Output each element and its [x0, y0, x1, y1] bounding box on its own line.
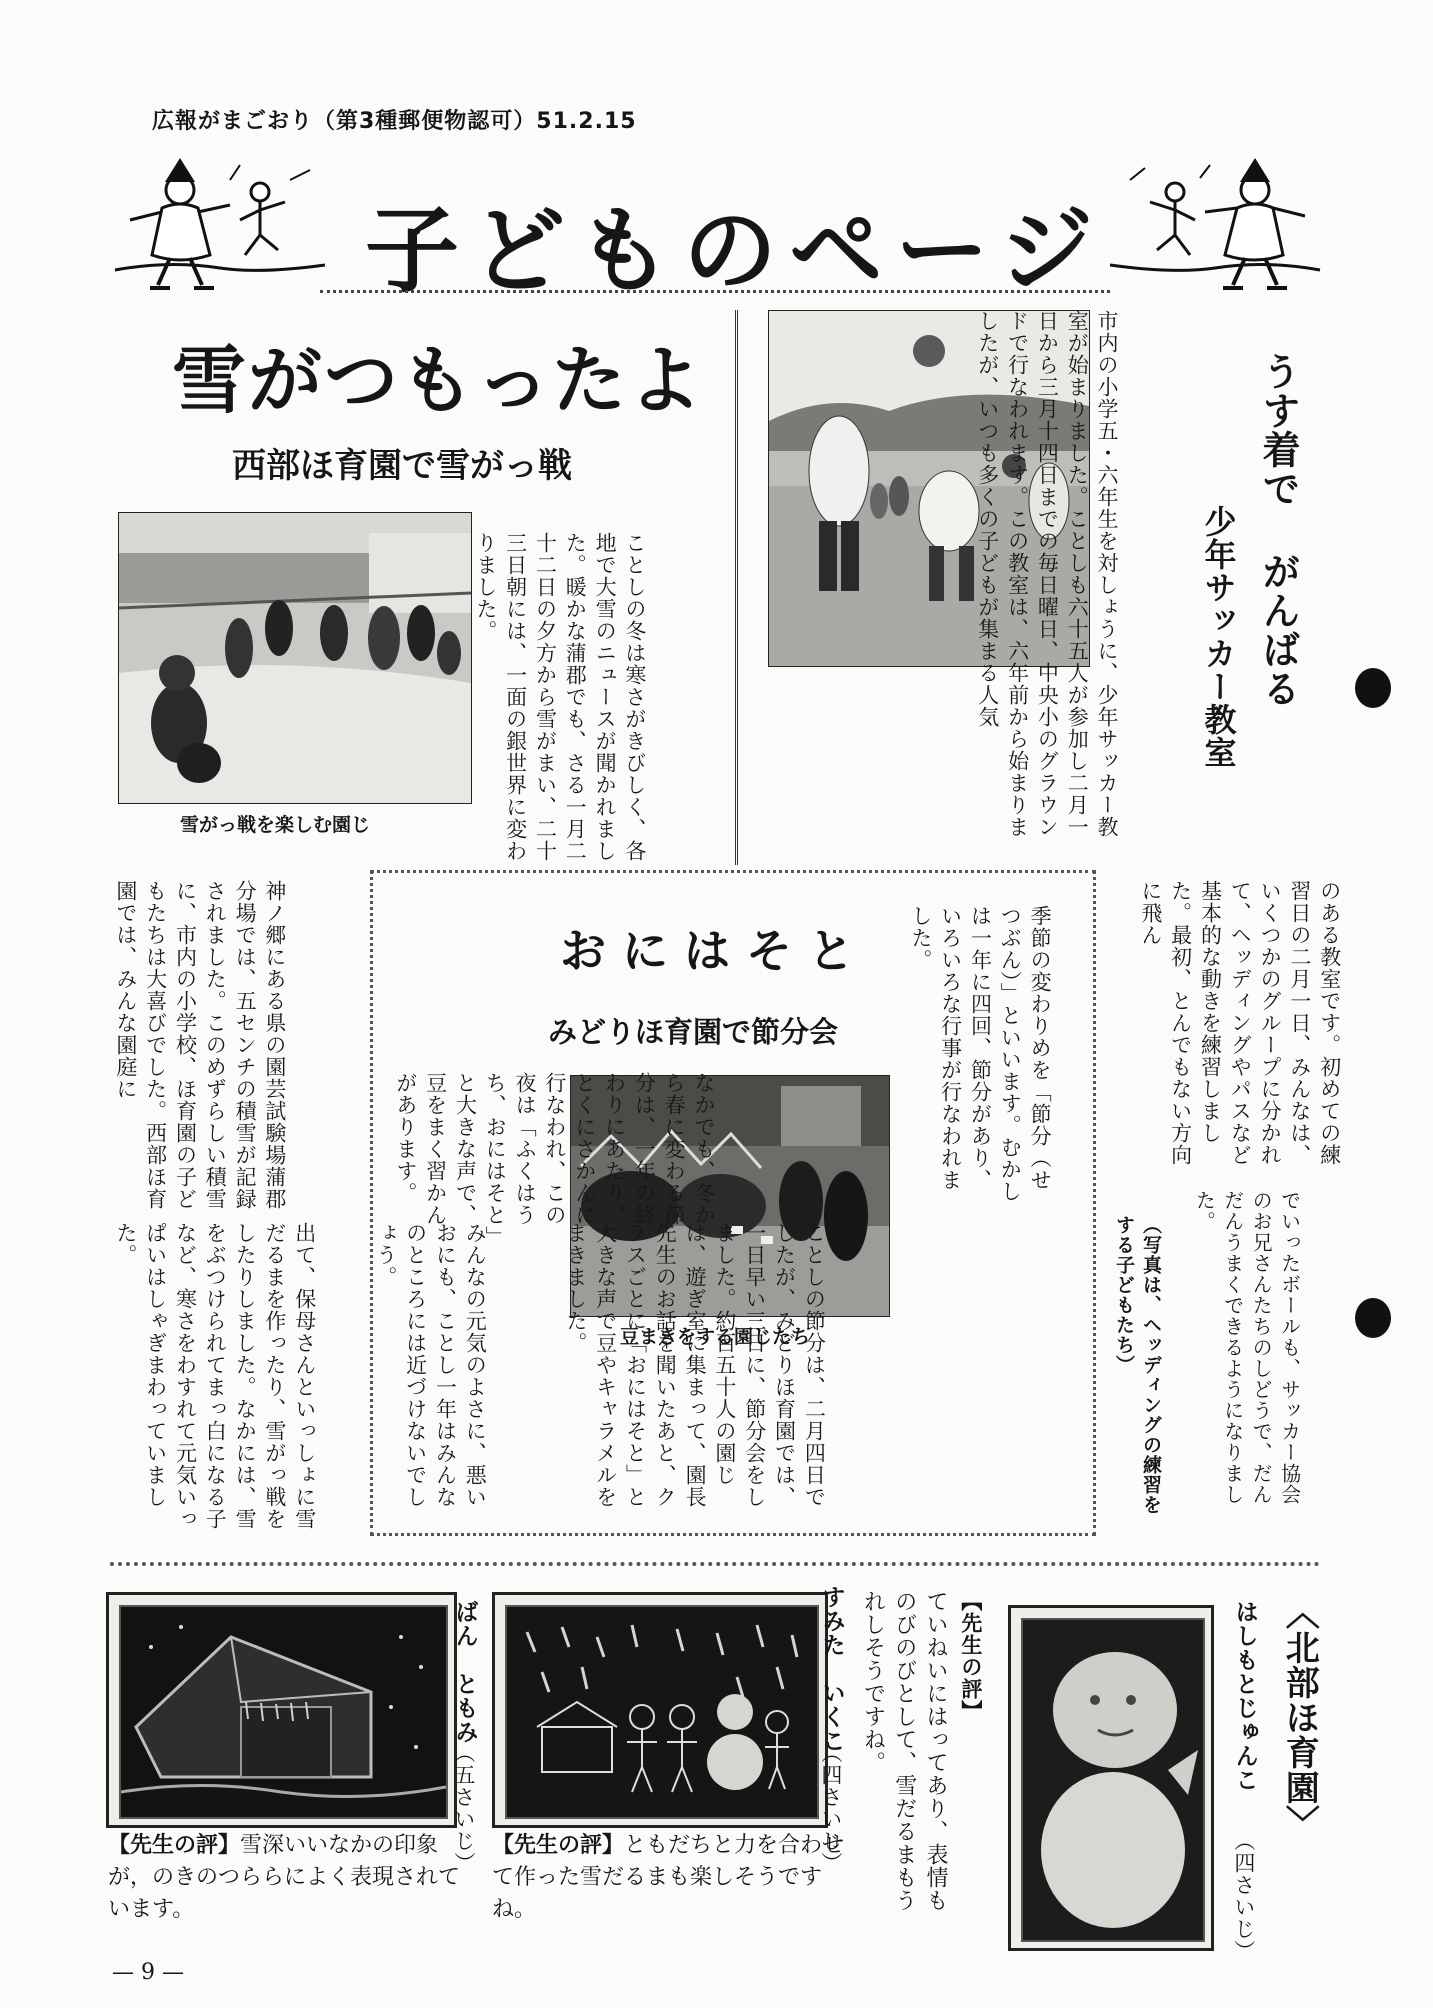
comment-1: 雪深いいなかの印象が，のきのつららによく表現されています。	[108, 1833, 461, 1922]
artist-age-1: （五さいじ）	[451, 1742, 476, 1874]
soccer-subheadline: 少年サッカー教室	[1199, 505, 1238, 769]
comment-2: ともだちと力を合わせて作った雪だるまも楽しそうですね。	[492, 1833, 845, 1922]
binding-hole-mark	[1355, 1298, 1391, 1338]
section-separator	[110, 1562, 1320, 1566]
snow-body-bottom-right: 神ノ郷にある県の園芸試験場蒲郡分場では、五センチの積雪が記録されました。このめずらしい積雪に、市内の小学校、ほ育園の子どもたちは大喜びでした。西部ほ育園では、みんな園庭に	[113, 880, 287, 1210]
bean-photo-caption: 豆まきをする園じたち	[620, 1326, 811, 1348]
snowball-fight-photo	[118, 512, 472, 804]
comment-label-2: 【先生の評】	[492, 1833, 625, 1858]
snow-subheadline: 西部ほ育園で雪がっ戦	[232, 446, 572, 486]
artwork-frame-snowy-house	[106, 1592, 457, 1828]
comment-block-2	[492, 1830, 862, 1926]
soccer-body-bottom-2: でいったボールも、サッカー協会のお兄さんたちのしどうで、だんだんうまくできるようになりました。	[1192, 1190, 1302, 1505]
soccer-body-top: 市内の小学五・六年生を対しょうに、少年サッカー教室が始まりました。ことしも六十五人が参加し二月一日から三月十四日までの毎日曜日、中央小のグラウンドで行なわれます。この教室は、六年前から始まりましたが、いつも多くの子どもが集まる人気	[975, 310, 1119, 838]
page-number: — 9 —	[112, 1960, 184, 1985]
artist-name-3: はしもとじゅんこ	[1231, 1600, 1258, 1792]
snow-body-bottom-left: 出て、保母さんといっしょに雪だるまを作ったり、雪がっ戦をしたりしました。なかには、雪をぶつけられてまっ白になる子など、寒さをわすれて元気いっぱいはしゃぎまわっていました。	[113, 1222, 317, 1530]
artist-age-3: （四さいじ）	[1231, 1830, 1256, 1962]
artwork-frame-snowman-portrait	[1008, 1605, 1214, 1951]
setsubun-body-left: なかでも、冬から春に変わる節分は、一年の終わりにあたり、とくにさかんに行なわれ、この夜は「ふくはうち、おにはそと」と大きな声で、豆をまく習かんがあります。	[393, 1072, 716, 1238]
soccer-body-bottom: のある教室です。初めての練習日の二月一日、みんなは、いくつかのグループに分かれて、ヘッディングやパスなど基本的な動きを練習しました。最初、とんでもない方向に飛ん	[1138, 880, 1342, 1166]
comment-block-1	[108, 1830, 468, 1926]
title-underline	[320, 290, 1110, 293]
comment-label-3: 【先生の評】	[958, 1590, 983, 1722]
comment-label-1: 【先生の評】	[108, 1833, 241, 1858]
snow-body-top: ことしの冬は寒さがきびしく、各地で大雪のニュースが聞かれました。暖かな蒲郡でも、さる一月二十二日の夕方から雪がまい、二十三日朝には、一面の銀世界に変わりました。	[473, 532, 647, 862]
setsubun-body-bottom-right: ことしの節分は、二月四日でしたが、みどりほ育園では、一日早い三日に、節分会をしました。約百五十人の園じは、遊ぎ室に集まって、園長先生のお話を聞いたあと、クラスごとに「おにはそと」と大きな声で豆やキャラメルをまきました。	[563, 1222, 827, 1508]
snow-headline: 雪がつもったよ	[172, 338, 704, 424]
comment-3: ていねいにはってあり、表情ものびのびとして、雪だるまもうれしそうですね。	[860, 1590, 948, 1912]
soccer-headline-1: うす着で	[1255, 352, 1300, 508]
page-title: 子どものページ	[365, 197, 1106, 306]
snow-photo-caption: 雪がっ戦を楽しむ園じ	[180, 814, 371, 836]
soccer-headline-2: がんばる	[1255, 552, 1300, 708]
art-section-title: 〈北部ほ育園〉	[1279, 1595, 1320, 1840]
soccer-photo-caption: （写真は、ヘッディングの練習をする子どもたち）	[1112, 1215, 1162, 1515]
artwork-frame-snowman-friends	[492, 1592, 828, 1828]
setsubun-headline: おにはそと	[560, 924, 870, 978]
artist-name-2: すみた いくこ	[818, 1585, 845, 1753]
setsubun-subheadline: みどりほ育園で節分会	[548, 1015, 839, 1049]
skating-children-right-illustration	[1105, 150, 1325, 300]
binding-hole-mark	[1355, 668, 1391, 708]
column-divider	[735, 310, 738, 865]
setsubun-body-right: 季節の変わりめを「節分（せつぶん）」といいます。むかしは一年に四回、節分があり、いろいろな行事が行なわれました。	[908, 905, 1053, 1203]
setsubun-body-bottom-left: みんなの元気のよさに、悪いおにも、ことし一年はみんなのところには近づけないでしょう。	[373, 1222, 488, 1508]
artist-name-1: ばん ともみ	[451, 1600, 478, 1744]
artist-age-2: （四さいじ）	[818, 1742, 843, 1874]
skating-children-left-illustration	[110, 150, 330, 300]
publication-header: 広報がまごおり（第3種郵便物認可）51.2.15	[152, 109, 637, 134]
